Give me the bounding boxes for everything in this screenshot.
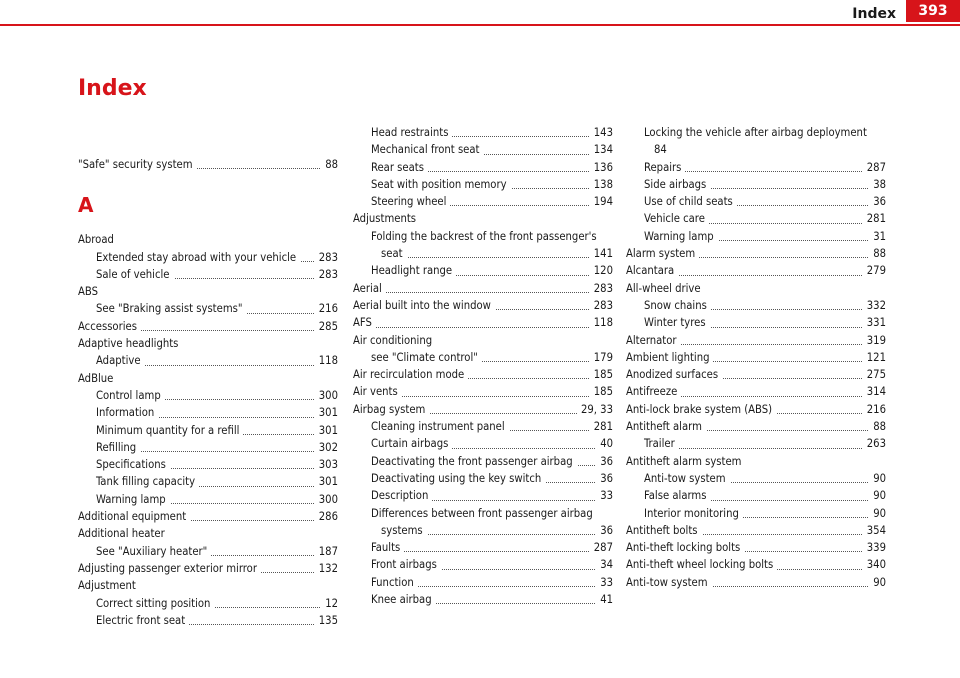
index-entry — [626, 245, 886, 262]
index-entry — [353, 591, 613, 608]
index-term: Air recirculation mode — [353, 368, 468, 381]
index-entry — [626, 470, 886, 487]
index-term: Anti-lock brake system (ABS) — [626, 403, 776, 416]
index-term: Adjusting passenger exterior mirror — [78, 562, 261, 575]
index-entry — [78, 387, 338, 404]
index-page-ref: 118 — [315, 352, 338, 369]
index-page-ref: 36 — [596, 522, 613, 539]
index-page-ref: 134 — [590, 141, 613, 158]
index-page-ref: 301 — [315, 404, 338, 421]
index-term: All-wheel drive — [626, 282, 705, 295]
index-entry — [626, 556, 886, 573]
index-entry — [626, 193, 886, 210]
index-term: Alcantara — [626, 264, 678, 277]
index-page-ref: 136 — [590, 159, 613, 176]
dot-leader — [644, 448, 886, 449]
index-page-ref: 283 — [315, 266, 338, 283]
index-entry — [78, 543, 338, 560]
index-entry — [353, 401, 613, 418]
index-page-ref: 135 — [315, 612, 338, 629]
index-page-ref: 179 — [590, 349, 613, 366]
index-entry — [78, 266, 338, 283]
index-entry — [626, 349, 886, 366]
index-term: Curtain airbags — [371, 437, 452, 450]
index-term: Anodized surfaces — [626, 368, 722, 381]
index-page-ref: 36 — [596, 470, 613, 487]
index-term: Repairs — [644, 161, 685, 174]
index-page-ref: 143 — [590, 124, 613, 141]
index-page-ref: 303 — [315, 456, 338, 473]
index-page-ref: 90 — [869, 487, 886, 504]
index-term: Additional equipment — [78, 510, 190, 523]
index-entry — [353, 280, 613, 297]
index-page-ref: 31 — [869, 228, 886, 245]
index-entry — [626, 297, 886, 314]
index-entry — [626, 522, 886, 539]
index-page-ref: 34 — [596, 556, 613, 573]
index-page-ref: 36 — [869, 193, 886, 210]
index-entry — [78, 370, 338, 387]
index-entry — [626, 141, 886, 158]
index-page-ref: 216 — [315, 300, 338, 317]
index-page-ref: 12 — [321, 595, 338, 612]
index-term: Information — [96, 406, 158, 419]
section-letter: A — [78, 193, 94, 218]
index-entry — [353, 297, 613, 314]
index-entry — [626, 401, 886, 418]
index-term: Locking the vehicle after airbag deployment — [644, 126, 871, 139]
index-term: Antifreeze — [626, 385, 681, 398]
index-entry — [353, 176, 613, 193]
index-entry — [353, 262, 613, 279]
index-entry — [78, 560, 338, 577]
index-entry — [353, 383, 613, 400]
index-entry — [353, 193, 613, 210]
index-term: Headlight range — [371, 264, 456, 277]
index-entry — [626, 159, 886, 176]
index-term: See "Auxiliary heater" — [96, 545, 211, 558]
index-entry — [353, 124, 613, 141]
index-term: Warning lamp — [96, 493, 170, 506]
index-entry — [78, 577, 338, 594]
index-entry — [353, 349, 613, 366]
index-entry — [353, 574, 613, 591]
index-term: Control lamp — [96, 389, 165, 402]
index-column-3 — [626, 124, 886, 591]
index-entry — [353, 228, 613, 245]
index-page-ref: 300 — [315, 491, 338, 508]
index-term: Ambient lighting — [626, 351, 713, 364]
index-page-ref: 141 — [590, 245, 613, 262]
index-entry — [626, 314, 886, 331]
index-entry — [78, 422, 338, 439]
index-term: Snow chains — [644, 299, 711, 312]
index-entry — [626, 280, 886, 297]
index-page-ref: 281 — [863, 210, 886, 227]
index-term: Knee airbag — [371, 593, 436, 606]
index-page-ref: 281 — [590, 418, 613, 435]
index-term: Aerial built into the window — [353, 299, 495, 312]
index-term: Accessories — [78, 320, 141, 333]
index-page-ref: 216 — [863, 401, 886, 418]
index-term: Extended stay abroad with your vehicle — [96, 251, 300, 264]
index-page-ref: 88 — [869, 418, 886, 435]
index-term: see "Climate control" — [371, 351, 482, 364]
index-term: Deactivating using the key switch — [371, 472, 545, 485]
index-entry — [626, 176, 886, 193]
index-term: Anti-theft locking bolts — [626, 541, 744, 554]
page-number-badge: 393 — [906, 0, 960, 22]
index-term: Adjustment — [78, 579, 140, 592]
dot-leader — [353, 327, 613, 328]
dot-leader — [353, 292, 613, 293]
index-term: Head restraints — [371, 126, 452, 139]
index-page-ref: 33 — [596, 574, 613, 591]
index-entry — [626, 487, 886, 504]
index-page-ref: 331 — [863, 314, 886, 331]
index-page-ref: 120 — [590, 262, 613, 279]
dot-leader — [381, 257, 613, 258]
index-page-ref: 88 — [321, 156, 338, 173]
index-term: Correct sitting position — [96, 597, 214, 610]
index-entry — [353, 487, 613, 504]
index-page-ref: 275 — [863, 366, 886, 383]
index-entry — [626, 435, 886, 452]
index-term: Additional heater — [78, 527, 169, 540]
index-entry — [78, 612, 338, 629]
index-page-ref: 36 — [596, 453, 613, 470]
index-term: Antitheft alarm system — [626, 455, 745, 468]
index-page-ref: 185 — [590, 383, 613, 400]
index-term: Description — [371, 489, 432, 502]
index-page-ref: 90 — [869, 505, 886, 522]
index-term: Aerial — [353, 282, 386, 295]
index-term: Air conditioning — [353, 334, 436, 347]
index-term: Antitheft alarm — [626, 420, 706, 433]
index-page-ref: 314 — [863, 383, 886, 400]
index-term: Adjustments — [353, 212, 420, 225]
header-rule — [0, 24, 960, 26]
index-entry — [353, 418, 613, 435]
index-page-ref: 287 — [863, 159, 886, 176]
index-term: Faults — [371, 541, 404, 554]
index-entry — [78, 335, 338, 352]
index-page-ref: 185 — [590, 366, 613, 383]
index-entry — [78, 231, 338, 248]
index-term: Anti-theft wheel locking bolts — [626, 558, 777, 571]
index-page-ref: 319 — [863, 332, 886, 349]
index-term: Abroad — [78, 233, 118, 246]
index-entry — [626, 262, 886, 279]
index-entry — [353, 435, 613, 452]
index-entry — [626, 366, 886, 383]
index-term: Adaptive headlights — [78, 337, 182, 350]
index-page-ref: 339 — [863, 539, 886, 556]
index-page-ref: 88 — [869, 245, 886, 262]
index-term: Airbag system — [353, 403, 429, 416]
index-term: systems — [381, 524, 427, 537]
index-page-ref: 40 — [596, 435, 613, 452]
index-entry — [353, 159, 613, 176]
index-entry — [626, 124, 886, 141]
index-page-ref: 332 — [863, 297, 886, 314]
index-term: Warning lamp — [644, 230, 718, 243]
index-entry — [353, 539, 613, 556]
index-title: Index — [78, 76, 147, 101]
index-page-ref: 283 — [590, 280, 613, 297]
index-page-ref: 286 — [315, 508, 338, 525]
index-term: Interior monitoring — [644, 507, 743, 520]
index-page-ref: 121 — [863, 349, 886, 366]
index-entry — [78, 249, 338, 266]
index-page-ref: 38 — [869, 176, 886, 193]
index-term: Air vents — [353, 385, 402, 398]
index-entry — [626, 505, 886, 522]
index-entry — [78, 404, 338, 421]
index-term: Electric front seat — [96, 614, 189, 627]
index-term: Trailer — [644, 437, 679, 450]
index-entry — [626, 228, 886, 245]
index-entry — [353, 332, 613, 349]
index-entry — [78, 156, 338, 173]
index-term: Alarm system — [626, 247, 699, 260]
index-term: Steering wheel — [371, 195, 450, 208]
index-term: "Safe" security system — [78, 158, 197, 171]
index-term: Anti-tow system — [626, 576, 712, 589]
index-entry — [626, 418, 886, 435]
index-entry — [78, 508, 338, 525]
index-page-ref: 279 — [863, 262, 886, 279]
index-term: Alternator — [626, 334, 681, 347]
index-term: Seat with position memory — [371, 178, 511, 191]
index-term: Function — [371, 576, 418, 589]
index-term: Specifications — [96, 458, 170, 471]
index-term: Mechanical front seat — [371, 143, 484, 156]
index-term: See "Braking assist systems" — [96, 302, 247, 315]
header-title: Index — [852, 6, 896, 22]
index-entry — [353, 141, 613, 158]
index-term: Adaptive — [96, 354, 145, 367]
index-term: 84 — [654, 143, 671, 156]
index-page-ref: 263 — [863, 435, 886, 452]
index-page-ref: 132 — [315, 560, 338, 577]
index-term: Tank filling capacity — [96, 475, 199, 488]
index-term: AdBlue — [78, 372, 117, 385]
index-entry — [78, 300, 338, 317]
index-entry — [626, 574, 886, 591]
index-term: False alarms — [644, 489, 710, 502]
index-page-ref: 301 — [315, 473, 338, 490]
index-entry — [353, 314, 613, 331]
index-term: Anti-tow system — [644, 472, 730, 485]
index-entry — [78, 352, 338, 369]
index-term: Refilling — [96, 441, 140, 454]
index-term: Side airbags — [644, 178, 710, 191]
index-page-ref: 33 — [596, 487, 613, 504]
index-term: Rear seats — [371, 161, 428, 174]
index-entry — [626, 383, 886, 400]
index-term: AFS — [353, 316, 376, 329]
index-entry — [78, 439, 338, 456]
index-entry — [626, 539, 886, 556]
index-entry — [353, 245, 613, 262]
index-entry — [78, 595, 338, 612]
index-entry — [353, 470, 613, 487]
index-page-ref: 285 — [315, 318, 338, 335]
dot-leader — [371, 551, 613, 552]
index-term: Differences between front passenger airbag — [371, 507, 597, 520]
spacer — [78, 173, 338, 191]
index-term: Winter tyres — [644, 316, 710, 329]
index-entry — [353, 453, 613, 470]
index-column-1 — [78, 156, 338, 629]
index-page-ref: 138 — [590, 176, 613, 193]
index-entry — [353, 210, 613, 227]
index-entry — [626, 332, 886, 349]
index-page-ref: 118 — [590, 314, 613, 331]
index-page-ref: 302 — [315, 439, 338, 456]
index-entry — [78, 491, 338, 508]
index-page-ref: 340 — [863, 556, 886, 573]
index-term: Front airbags — [371, 558, 441, 571]
index-term: seat — [381, 247, 407, 260]
index-term: Vehicle care — [644, 212, 709, 225]
index-column-2 — [353, 124, 613, 608]
index-entry — [353, 522, 613, 539]
index-page-ref: 194 — [590, 193, 613, 210]
index-entry — [353, 556, 613, 573]
index-page-ref: 354 — [863, 522, 886, 539]
page-header — [0, 0, 960, 40]
index-page-ref: 300 — [315, 387, 338, 404]
index-term: Deactivating the front passenger airbag — [371, 455, 577, 468]
index-term: Cleaning instrument panel — [371, 420, 509, 433]
index-page-ref: 90 — [869, 574, 886, 591]
index-entry — [78, 283, 338, 300]
index-entry — [353, 366, 613, 383]
index-entry — [78, 456, 338, 473]
index-page-ref: 29, 33 — [577, 401, 613, 418]
index-entry — [78, 525, 338, 542]
index-page-ref: 283 — [590, 297, 613, 314]
index-term: Use of child seats — [644, 195, 737, 208]
index-term: Antitheft bolts — [626, 524, 702, 537]
index-entry — [353, 505, 613, 522]
index-page-ref: 283 — [315, 249, 338, 266]
index-page-ref: 41 — [596, 591, 613, 608]
index-term: Sale of vehicle — [96, 268, 174, 281]
index-term: ABS — [78, 285, 102, 298]
index-entry — [626, 210, 886, 227]
index-term: Folding the backrest of the front passenger's — [371, 230, 601, 243]
index-page-ref: 287 — [590, 539, 613, 556]
index-entry — [78, 473, 338, 490]
index-term: Minimum quantity for a refill — [96, 424, 243, 437]
index-entry — [78, 318, 338, 335]
index-page-ref: 90 — [869, 470, 886, 487]
index-page-ref: 187 — [315, 543, 338, 560]
index-page-ref: 301 — [315, 422, 338, 439]
index-entry — [626, 453, 886, 470]
